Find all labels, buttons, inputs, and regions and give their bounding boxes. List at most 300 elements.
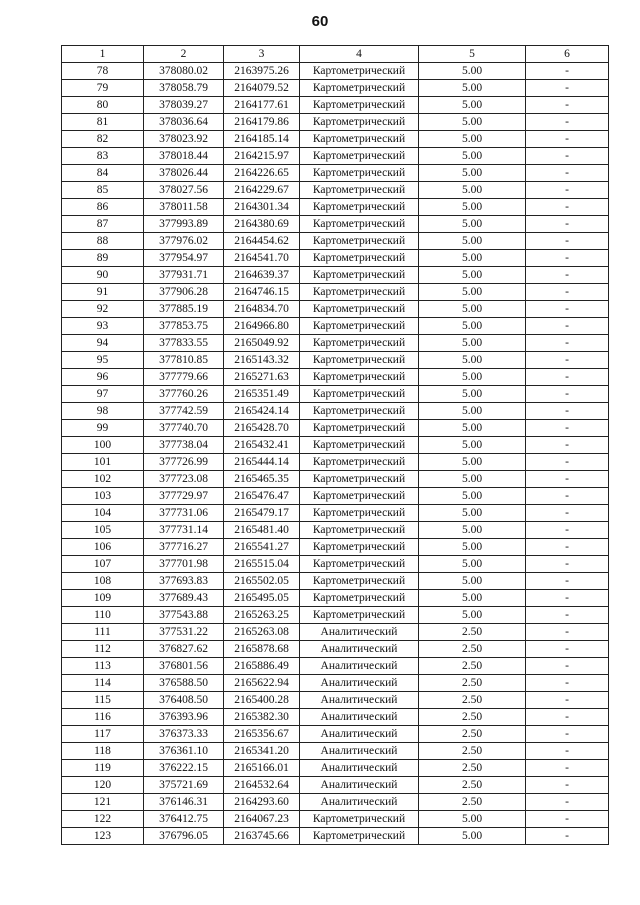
point-number-cell: 84 <box>62 165 144 182</box>
note-cell: - <box>526 777 609 794</box>
table-row <box>62 318 609 335</box>
table-header <box>62 46 609 63</box>
note-cell: - <box>526 743 609 760</box>
note-cell: - <box>526 165 609 182</box>
point-number-cell: 92 <box>62 301 144 318</box>
table-row <box>62 284 609 301</box>
method-cell: Картометрический <box>300 556 419 573</box>
x-coordinate-cell: 377954.97 <box>144 250 224 267</box>
table-row <box>62 386 609 403</box>
x-coordinate-cell: 377853.75 <box>144 318 224 335</box>
table-row <box>62 624 609 641</box>
method-cell: Аналитический <box>300 760 419 777</box>
point-number-cell: 122 <box>62 811 144 828</box>
accuracy-cell: 5.00 <box>419 301 526 318</box>
method-cell: Картометрический <box>300 437 419 454</box>
note-cell: - <box>526 454 609 471</box>
note-cell: - <box>526 403 609 420</box>
table-row <box>62 148 609 165</box>
note-cell: - <box>526 607 609 624</box>
x-coordinate-cell: 376393.96 <box>144 709 224 726</box>
column-header-4: 4 <box>300 46 419 63</box>
point-number-cell: 111 <box>62 624 144 641</box>
method-cell: Картометрический <box>300 369 419 386</box>
point-number-cell: 106 <box>62 539 144 556</box>
point-number-cell: 100 <box>62 437 144 454</box>
y-coordinate-cell: 2164185.14 <box>224 131 300 148</box>
note-cell: - <box>526 233 609 250</box>
method-cell: Аналитический <box>300 624 419 641</box>
note-cell: - <box>526 114 609 131</box>
table-row <box>62 233 609 250</box>
note-cell: - <box>526 63 609 80</box>
table-row <box>62 573 609 590</box>
y-coordinate-cell: 2165166.01 <box>224 760 300 777</box>
method-cell: Аналитический <box>300 641 419 658</box>
y-coordinate-cell: 2164966.80 <box>224 318 300 335</box>
accuracy-cell: 5.00 <box>419 420 526 437</box>
note-cell: - <box>526 556 609 573</box>
x-coordinate-cell: 377931.71 <box>144 267 224 284</box>
table-row <box>62 692 609 709</box>
x-coordinate-cell: 378039.27 <box>144 97 224 114</box>
accuracy-cell: 2.50 <box>419 641 526 658</box>
y-coordinate-cell: 2165476.47 <box>224 488 300 505</box>
method-cell: Аналитический <box>300 675 419 692</box>
accuracy-cell: 5.00 <box>419 454 526 471</box>
y-coordinate-cell: 2165356.67 <box>224 726 300 743</box>
x-coordinate-cell: 376222.15 <box>144 760 224 777</box>
accuracy-cell: 5.00 <box>419 488 526 505</box>
y-coordinate-cell: 2165341.20 <box>224 743 300 760</box>
table-row <box>62 760 609 777</box>
method-cell: Картометрический <box>300 505 419 522</box>
table-row <box>62 590 609 607</box>
table-row <box>62 675 609 692</box>
method-cell: Картометрический <box>300 352 419 369</box>
method-cell: Картометрический <box>300 420 419 437</box>
y-coordinate-cell: 2163975.26 <box>224 63 300 80</box>
point-number-cell: 88 <box>62 233 144 250</box>
point-number-cell: 110 <box>62 607 144 624</box>
x-coordinate-cell: 377993.89 <box>144 216 224 233</box>
y-coordinate-cell: 2164454.62 <box>224 233 300 250</box>
y-coordinate-cell: 2165400.28 <box>224 692 300 709</box>
y-coordinate-cell: 2165424.14 <box>224 403 300 420</box>
table-row <box>62 250 609 267</box>
method-cell: Картометрический <box>300 386 419 403</box>
point-number-cell: 80 <box>62 97 144 114</box>
y-coordinate-cell: 2164301.34 <box>224 199 300 216</box>
x-coordinate-cell: 376801.56 <box>144 658 224 675</box>
column-header-3: 3 <box>224 46 300 63</box>
y-coordinate-cell: 2165878.68 <box>224 641 300 658</box>
method-cell: Картометрический <box>300 539 419 556</box>
method-cell: Картометрический <box>300 114 419 131</box>
x-coordinate-cell: 377810.85 <box>144 352 224 369</box>
point-number-cell: 96 <box>62 369 144 386</box>
y-coordinate-cell: 2164177.61 <box>224 97 300 114</box>
accuracy-cell: 5.00 <box>419 573 526 590</box>
accuracy-cell: 5.00 <box>419 556 526 573</box>
point-number-cell: 107 <box>62 556 144 573</box>
note-cell: - <box>526 267 609 284</box>
y-coordinate-cell: 2165444.14 <box>224 454 300 471</box>
accuracy-cell: 5.00 <box>419 352 526 369</box>
method-cell: Картометрический <box>300 199 419 216</box>
note-cell: - <box>526 369 609 386</box>
table-row <box>62 811 609 828</box>
accuracy-cell: 2.50 <box>419 692 526 709</box>
method-cell: Аналитический <box>300 726 419 743</box>
x-coordinate-cell: 377716.27 <box>144 539 224 556</box>
accuracy-cell: 5.00 <box>419 114 526 131</box>
y-coordinate-cell: 2164834.70 <box>224 301 300 318</box>
point-number-cell: 91 <box>62 284 144 301</box>
y-coordinate-cell: 2164380.69 <box>224 216 300 233</box>
accuracy-cell: 5.00 <box>419 386 526 403</box>
method-cell: Картометрический <box>300 182 419 199</box>
note-cell: - <box>526 624 609 641</box>
accuracy-cell: 2.50 <box>419 760 526 777</box>
point-number-cell: 112 <box>62 641 144 658</box>
table-row <box>62 182 609 199</box>
accuracy-cell: 2.50 <box>419 743 526 760</box>
note-cell: - <box>526 182 609 199</box>
y-coordinate-cell: 2164293.60 <box>224 794 300 811</box>
table-row <box>62 199 609 216</box>
x-coordinate-cell: 377731.14 <box>144 522 224 539</box>
x-coordinate-cell: 378026.44 <box>144 165 224 182</box>
accuracy-cell: 2.50 <box>419 777 526 794</box>
method-cell: Картометрический <box>300 131 419 148</box>
point-number-cell: 102 <box>62 471 144 488</box>
accuracy-cell: 5.00 <box>419 250 526 267</box>
note-cell: - <box>526 318 609 335</box>
note-cell: - <box>526 488 609 505</box>
y-coordinate-cell: 2165465.35 <box>224 471 300 488</box>
x-coordinate-cell: 377742.59 <box>144 403 224 420</box>
note-cell: - <box>526 760 609 777</box>
accuracy-cell: 2.50 <box>419 726 526 743</box>
y-coordinate-cell: 2164067.23 <box>224 811 300 828</box>
note-cell: - <box>526 573 609 590</box>
method-cell: Картометрический <box>300 454 419 471</box>
note-cell: - <box>526 811 609 828</box>
x-coordinate-cell: 377531.22 <box>144 624 224 641</box>
x-coordinate-cell: 378080.02 <box>144 63 224 80</box>
accuracy-cell: 5.00 <box>419 369 526 386</box>
table-row <box>62 709 609 726</box>
accuracy-cell: 5.00 <box>419 216 526 233</box>
table-row <box>62 165 609 182</box>
method-cell: Картометрический <box>300 80 419 97</box>
accuracy-cell: 2.50 <box>419 658 526 675</box>
note-cell: - <box>526 352 609 369</box>
y-coordinate-cell: 2164639.37 <box>224 267 300 284</box>
note-cell: - <box>526 250 609 267</box>
point-number-cell: 114 <box>62 675 144 692</box>
y-coordinate-cell: 2165479.17 <box>224 505 300 522</box>
method-cell: Картометрический <box>300 522 419 539</box>
method-cell: Аналитический <box>300 692 419 709</box>
accuracy-cell: 5.00 <box>419 165 526 182</box>
note-cell: - <box>526 131 609 148</box>
page-number: 60 <box>311 13 329 30</box>
accuracy-cell: 5.00 <box>419 199 526 216</box>
point-number-cell: 103 <box>62 488 144 505</box>
accuracy-cell: 2.50 <box>419 624 526 641</box>
note-cell: - <box>526 794 609 811</box>
table-row <box>62 777 609 794</box>
method-cell: Картометрический <box>300 403 419 420</box>
accuracy-cell: 5.00 <box>419 437 526 454</box>
note-cell: - <box>526 148 609 165</box>
point-number-cell: 120 <box>62 777 144 794</box>
column-header-6: 6 <box>526 46 609 63</box>
table-row <box>62 420 609 437</box>
method-cell: Картометрический <box>300 148 419 165</box>
note-cell: - <box>526 284 609 301</box>
point-number-cell: 101 <box>62 454 144 471</box>
point-number-cell: 116 <box>62 709 144 726</box>
coordinates-table <box>61 45 609 845</box>
point-number-cell: 119 <box>62 760 144 777</box>
x-coordinate-cell: 377689.43 <box>144 590 224 607</box>
point-number-cell: 82 <box>62 131 144 148</box>
accuracy-cell: 5.00 <box>419 182 526 199</box>
point-number-cell: 81 <box>62 114 144 131</box>
x-coordinate-cell: 377738.04 <box>144 437 224 454</box>
table-row <box>62 828 609 845</box>
y-coordinate-cell: 2165263.25 <box>224 607 300 624</box>
note-cell: - <box>526 828 609 845</box>
table-row <box>62 658 609 675</box>
x-coordinate-cell: 377726.99 <box>144 454 224 471</box>
table-row <box>62 335 609 352</box>
accuracy-cell: 2.50 <box>419 794 526 811</box>
y-coordinate-cell: 2165143.32 <box>224 352 300 369</box>
table-row <box>62 267 609 284</box>
point-number-cell: 85 <box>62 182 144 199</box>
accuracy-cell: 5.00 <box>419 63 526 80</box>
note-cell: - <box>526 301 609 318</box>
accuracy-cell: 5.00 <box>419 233 526 250</box>
x-coordinate-cell: 378036.64 <box>144 114 224 131</box>
y-coordinate-cell: 2164746.15 <box>224 284 300 301</box>
table-row <box>62 216 609 233</box>
table-row <box>62 794 609 811</box>
y-coordinate-cell: 2165541.27 <box>224 539 300 556</box>
x-coordinate-cell: 375721.69 <box>144 777 224 794</box>
method-cell: Аналитический <box>300 743 419 760</box>
y-coordinate-cell: 2165622.94 <box>224 675 300 692</box>
y-coordinate-cell: 2165382.30 <box>224 709 300 726</box>
y-coordinate-cell: 2165502.05 <box>224 573 300 590</box>
note-cell: - <box>526 675 609 692</box>
note-cell: - <box>526 471 609 488</box>
note-cell: - <box>526 437 609 454</box>
method-cell: Картометрический <box>300 573 419 590</box>
y-coordinate-cell: 2165351.49 <box>224 386 300 403</box>
x-coordinate-cell: 377701.98 <box>144 556 224 573</box>
x-coordinate-cell: 377906.28 <box>144 284 224 301</box>
note-cell: - <box>526 539 609 556</box>
table-row <box>62 369 609 386</box>
y-coordinate-cell: 2163745.66 <box>224 828 300 845</box>
point-number-cell: 118 <box>62 743 144 760</box>
accuracy-cell: 5.00 <box>419 335 526 352</box>
note-cell: - <box>526 692 609 709</box>
y-coordinate-cell: 2165049.92 <box>224 335 300 352</box>
x-coordinate-cell: 376408.50 <box>144 692 224 709</box>
y-coordinate-cell: 2164226.65 <box>224 165 300 182</box>
method-cell: Картометрический <box>300 488 419 505</box>
note-cell: - <box>526 80 609 97</box>
point-number-cell: 90 <box>62 267 144 284</box>
note-cell: - <box>526 522 609 539</box>
point-number-cell: 99 <box>62 420 144 437</box>
x-coordinate-cell: 376588.50 <box>144 675 224 692</box>
point-number-cell: 123 <box>62 828 144 845</box>
table-header-row <box>62 46 609 63</box>
point-number-cell: 108 <box>62 573 144 590</box>
table-row <box>62 403 609 420</box>
accuracy-cell: 5.00 <box>419 539 526 556</box>
accuracy-cell: 5.00 <box>419 828 526 845</box>
method-cell: Картометрический <box>300 318 419 335</box>
table-row <box>62 726 609 743</box>
method-cell: Картометрический <box>300 471 419 488</box>
table-row <box>62 539 609 556</box>
point-number-cell: 104 <box>62 505 144 522</box>
point-number-cell: 121 <box>62 794 144 811</box>
note-cell: - <box>526 199 609 216</box>
method-cell: Картометрический <box>300 233 419 250</box>
y-coordinate-cell: 2165432.41 <box>224 437 300 454</box>
table-row <box>62 743 609 760</box>
x-coordinate-cell: 378058.79 <box>144 80 224 97</box>
table-row <box>62 488 609 505</box>
y-coordinate-cell: 2164541.70 <box>224 250 300 267</box>
x-coordinate-cell: 376412.75 <box>144 811 224 828</box>
point-number-cell: 109 <box>62 590 144 607</box>
column-header-1: 1 <box>62 46 144 63</box>
point-number-cell: 113 <box>62 658 144 675</box>
accuracy-cell: 5.00 <box>419 607 526 624</box>
accuracy-cell: 5.00 <box>419 284 526 301</box>
x-coordinate-cell: 376146.31 <box>144 794 224 811</box>
accuracy-cell: 2.50 <box>419 675 526 692</box>
x-coordinate-cell: 378027.56 <box>144 182 224 199</box>
x-coordinate-cell: 377976.02 <box>144 233 224 250</box>
x-coordinate-cell: 377760.26 <box>144 386 224 403</box>
y-coordinate-cell: 2165481.40 <box>224 522 300 539</box>
accuracy-cell: 5.00 <box>419 403 526 420</box>
table-row <box>62 80 609 97</box>
point-number-cell: 117 <box>62 726 144 743</box>
point-number-cell: 105 <box>62 522 144 539</box>
y-coordinate-cell: 2165271.63 <box>224 369 300 386</box>
y-coordinate-cell: 2165515.04 <box>224 556 300 573</box>
accuracy-cell: 5.00 <box>419 318 526 335</box>
method-cell: Картометрический <box>300 607 419 624</box>
accuracy-cell: 5.00 <box>419 80 526 97</box>
x-coordinate-cell: 376373.33 <box>144 726 224 743</box>
method-cell: Картометрический <box>300 165 419 182</box>
x-coordinate-cell: 377731.06 <box>144 505 224 522</box>
x-coordinate-cell: 377729.97 <box>144 488 224 505</box>
method-cell: Картометрический <box>300 250 419 267</box>
point-number-cell: 89 <box>62 250 144 267</box>
method-cell: Аналитический <box>300 658 419 675</box>
method-cell: Картометрический <box>300 335 419 352</box>
x-coordinate-cell: 378011.58 <box>144 199 224 216</box>
y-coordinate-cell: 2165428.70 <box>224 420 300 437</box>
x-coordinate-cell: 377885.19 <box>144 301 224 318</box>
method-cell: Картометрический <box>300 301 419 318</box>
y-coordinate-cell: 2165886.49 <box>224 658 300 675</box>
x-coordinate-cell: 377779.66 <box>144 369 224 386</box>
method-cell: Картометрический <box>300 97 419 114</box>
accuracy-cell: 5.00 <box>419 471 526 488</box>
method-cell: Аналитический <box>300 709 419 726</box>
x-coordinate-cell: 377723.08 <box>144 471 224 488</box>
point-number-cell: 95 <box>62 352 144 369</box>
note-cell: - <box>526 658 609 675</box>
point-number-cell: 93 <box>62 318 144 335</box>
point-number-cell: 115 <box>62 692 144 709</box>
point-number-cell: 86 <box>62 199 144 216</box>
point-number-cell: 79 <box>62 80 144 97</box>
table-row <box>62 607 609 624</box>
table-row <box>62 505 609 522</box>
note-cell: - <box>526 641 609 658</box>
x-coordinate-cell: 377693.83 <box>144 573 224 590</box>
point-number-cell: 98 <box>62 403 144 420</box>
method-cell: Картометрический <box>300 216 419 233</box>
accuracy-cell: 5.00 <box>419 505 526 522</box>
x-coordinate-cell: 376361.10 <box>144 743 224 760</box>
note-cell: - <box>526 505 609 522</box>
note-cell: - <box>526 97 609 114</box>
x-coordinate-cell: 377543.88 <box>144 607 224 624</box>
accuracy-cell: 5.00 <box>419 522 526 539</box>
note-cell: - <box>526 420 609 437</box>
note-cell: - <box>526 709 609 726</box>
table-row <box>62 471 609 488</box>
y-coordinate-cell: 2164215.97 <box>224 148 300 165</box>
y-coordinate-cell: 2164179.86 <box>224 114 300 131</box>
y-coordinate-cell: 2164229.67 <box>224 182 300 199</box>
table-row <box>62 352 609 369</box>
note-cell: - <box>526 216 609 233</box>
note-cell: - <box>526 335 609 352</box>
method-cell: Картометрический <box>300 811 419 828</box>
accuracy-cell: 5.00 <box>419 148 526 165</box>
table-row <box>62 454 609 471</box>
method-cell: Картометрический <box>300 590 419 607</box>
column-header-5: 5 <box>419 46 526 63</box>
table-row <box>62 114 609 131</box>
y-coordinate-cell: 2165495.05 <box>224 590 300 607</box>
point-number-cell: 83 <box>62 148 144 165</box>
point-number-cell: 97 <box>62 386 144 403</box>
method-cell: Картометрический <box>300 63 419 80</box>
accuracy-cell: 5.00 <box>419 131 526 148</box>
point-number-cell: 94 <box>62 335 144 352</box>
table-row <box>62 437 609 454</box>
